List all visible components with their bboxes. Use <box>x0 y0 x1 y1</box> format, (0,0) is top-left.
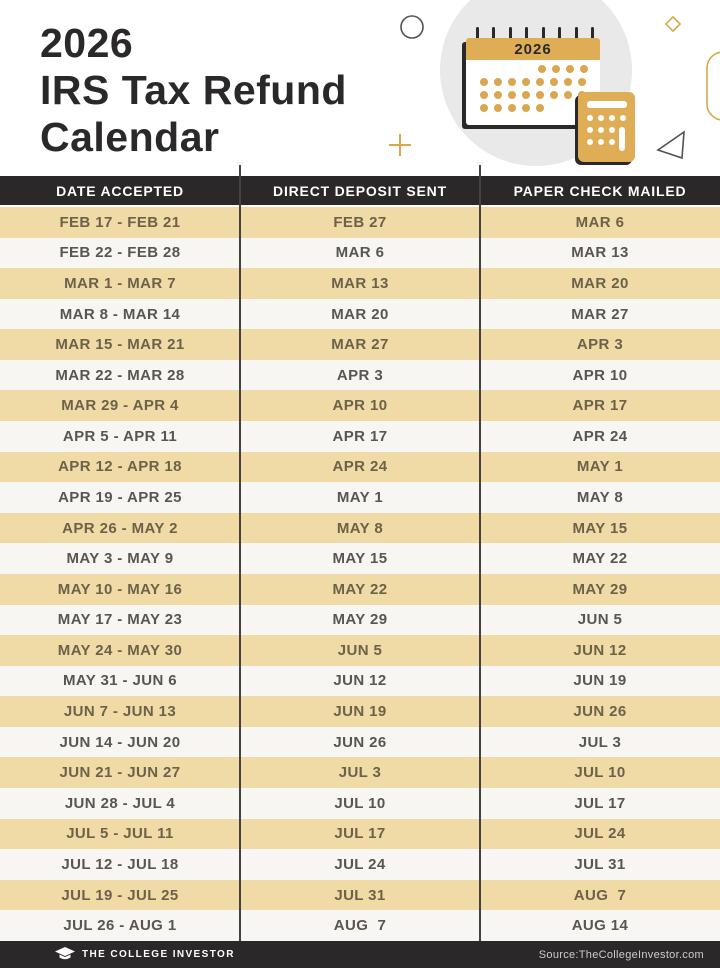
table-row <box>0 543 720 574</box>
table-row <box>0 574 720 605</box>
table-row <box>0 207 720 238</box>
cell-paper-check: JUN 19 <box>573 672 627 690</box>
cell-date-accepted: MAY 24 - MAY 30 <box>57 641 183 659</box>
table-body <box>0 207 720 941</box>
calculator-illustration <box>578 92 635 162</box>
table-row <box>0 849 720 880</box>
table-row <box>0 360 720 391</box>
cell-paper-check: JUL 31 <box>574 855 626 873</box>
cell-direct-deposit: JUN 12 <box>333 672 387 690</box>
cell-direct-deposit: FEB 27 <box>333 213 387 231</box>
title-line-sub: Calendar <box>40 114 220 160</box>
cell-date-accepted: JUL 26 - AUG 1 <box>63 917 177 935</box>
cell-paper-check: APR 3 <box>576 336 624 354</box>
cell-paper-check: MAR 6 <box>575 213 625 231</box>
calendar-year-label: 2026 <box>466 38 600 60</box>
table-row <box>0 696 720 727</box>
circle-outline-icon <box>398 13 428 43</box>
cell-date-accepted: JUN 14 - JUN 20 <box>59 733 181 751</box>
cell-date-accepted: JUN 21 - JUN 27 <box>59 764 181 782</box>
cell-date-accepted: MAY 10 - MAY 16 <box>57 580 183 598</box>
brand-name: THE COLLEGE INVESTOR <box>82 949 235 960</box>
column-header-paper-check: PAPER CHECK MAILED <box>513 182 687 199</box>
title-line-main: IRS Tax Refund <box>40 67 347 113</box>
cell-paper-check: JUL 3 <box>578 733 622 751</box>
column-divider-1 <box>239 165 241 941</box>
cell-direct-deposit: JUL 10 <box>334 794 386 812</box>
cell-date-accepted: JUL 12 - JUL 18 <box>61 855 179 873</box>
cell-paper-check: MAY 22 <box>572 550 628 568</box>
triangle-outline-icon <box>654 129 690 163</box>
cell-direct-deposit: AUG 7 <box>333 917 387 935</box>
table-row <box>0 819 720 850</box>
cell-direct-deposit: JUL 3 <box>338 764 382 782</box>
brand-logo <box>55 947 235 962</box>
cell-paper-check: JUL 17 <box>574 794 626 812</box>
cell-date-accepted: APR 19 - APR 25 <box>58 488 182 506</box>
cell-direct-deposit: JUL 24 <box>334 855 386 873</box>
cell-date-accepted: MAY 17 - MAY 23 <box>57 611 183 629</box>
table-row <box>0 421 720 452</box>
table-row <box>0 635 720 666</box>
cell-date-accepted: MAR 29 - APR 4 <box>61 397 179 415</box>
cell-date-accepted: JUN 28 - JUL 4 <box>64 794 176 812</box>
cell-paper-check: MAY 15 <box>572 519 628 537</box>
cell-date-accepted: APR 26 - MAY 2 <box>62 519 178 537</box>
cell-direct-deposit: MAY 8 <box>336 519 384 537</box>
cell-paper-check: JUN 5 <box>577 611 623 629</box>
cell-paper-check: JUL 10 <box>574 764 626 782</box>
column-header-date-accepted: DATE ACCEPTED <box>56 182 184 199</box>
page-title <box>40 20 347 161</box>
cell-paper-check: MAR 20 <box>571 274 629 292</box>
cell-direct-deposit: JUL 31 <box>334 886 386 904</box>
cell-direct-deposit: APR 10 <box>332 397 388 415</box>
cell-paper-check: APR 17 <box>572 397 628 415</box>
cell-date-accepted: MAR 1 - MAR 7 <box>64 274 176 292</box>
cell-paper-check: MAY 8 <box>576 488 624 506</box>
table-row <box>0 605 720 636</box>
table-header-row <box>0 176 720 205</box>
cell-direct-deposit: APR 17 <box>332 427 388 445</box>
table-row <box>0 880 720 911</box>
cell-direct-deposit: JUN 26 <box>333 733 387 751</box>
table-row <box>0 329 720 360</box>
cell-direct-deposit: MAY 1 <box>336 488 384 506</box>
footer-bar <box>0 941 720 968</box>
column-divider-2 <box>479 165 481 941</box>
calculator-display <box>587 101 627 108</box>
cell-paper-check: JUN 26 <box>573 703 627 721</box>
cell-date-accepted: MAY 3 - MAY 9 <box>66 550 174 568</box>
cell-direct-deposit: MAR 27 <box>331 336 389 354</box>
cell-direct-deposit: JUN 19 <box>333 703 387 721</box>
cell-direct-deposit: MAY 15 <box>332 550 388 568</box>
cell-date-accepted: JUL 5 - JUL 11 <box>66 825 174 843</box>
table-row <box>0 482 720 513</box>
table-row <box>0 238 720 269</box>
cell-date-accepted: MAY 31 - JUN 6 <box>63 672 177 690</box>
cell-date-accepted: APR 12 - APR 18 <box>58 458 182 476</box>
calculator-keys <box>587 115 627 145</box>
table-row <box>0 268 720 299</box>
table-row <box>0 513 720 544</box>
cell-date-accepted: FEB 17 - FEB 21 <box>59 213 181 231</box>
table-row <box>0 299 720 330</box>
diamond-outline-icon <box>660 11 686 37</box>
cell-paper-check: MAY 29 <box>572 580 628 598</box>
table-row <box>0 666 720 697</box>
cell-paper-check: JUN 12 <box>573 641 627 659</box>
graduation-cap-icon <box>55 947 75 962</box>
title-line-year: 2026 <box>40 20 134 66</box>
cell-date-accepted: JUL 19 - JUL 25 <box>61 886 179 904</box>
table-row <box>0 910 720 941</box>
cell-direct-deposit: MAR 6 <box>335 244 385 262</box>
cell-paper-check: MAY 1 <box>576 458 624 476</box>
cell-paper-check: JUL 24 <box>574 825 626 843</box>
cell-direct-deposit: MAY 29 <box>332 611 388 629</box>
cell-direct-deposit: JUL 17 <box>334 825 386 843</box>
table-row <box>0 757 720 788</box>
cell-date-accepted: APR 5 - APR 11 <box>62 427 178 445</box>
cell-direct-deposit: MAR 20 <box>331 305 389 323</box>
table-row <box>0 452 720 483</box>
cell-direct-deposit: MAY 22 <box>332 580 388 598</box>
rounded-rect-outline-icon <box>704 48 720 124</box>
cell-date-accepted: FEB 22 - FEB 28 <box>59 244 181 262</box>
cell-direct-deposit: JUN 5 <box>337 641 383 659</box>
cell-paper-check: MAR 13 <box>571 244 629 262</box>
cell-direct-deposit: APR 3 <box>336 366 384 384</box>
cell-paper-check: AUG 7 <box>573 886 627 904</box>
cell-date-accepted: MAR 8 - MAR 14 <box>59 305 181 323</box>
cell-direct-deposit: MAR 13 <box>331 274 389 292</box>
cell-date-accepted: MAR 22 - MAR 28 <box>55 366 185 384</box>
table-row <box>0 390 720 421</box>
cell-paper-check: AUG 14 <box>571 917 629 935</box>
table-row <box>0 727 720 758</box>
column-header-direct-deposit: DIRECT DEPOSIT SENT <box>273 182 447 199</box>
cell-paper-check: MAR 27 <box>571 305 629 323</box>
plus-icon <box>387 132 413 158</box>
cell-date-accepted: MAR 15 - MAR 21 <box>55 336 185 354</box>
cell-paper-check: APR 10 <box>572 366 628 384</box>
cell-date-accepted: JUN 7 - JUN 13 <box>63 703 177 721</box>
cell-direct-deposit: APR 24 <box>332 458 388 476</box>
cell-paper-check: APR 24 <box>572 427 628 445</box>
source-attribution: Source:TheCollegeInvestor.com <box>538 948 704 961</box>
table-row <box>0 788 720 819</box>
